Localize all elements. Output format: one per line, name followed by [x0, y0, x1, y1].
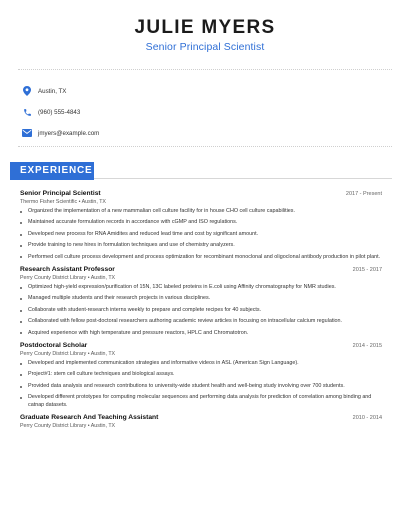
- job-employer: Perry County District Library • Austin, TX: [20, 423, 116, 430]
- job-bullet: Developed new process for RNA Amidites and reduced lead time and cost by significant amount.: [20, 231, 382, 238]
- job-bullets: [20, 208, 382, 261]
- job-bullet: Organized the implementation of a new mammalian cell culture facility for in house CHO cell culture capabilities.: [20, 208, 382, 215]
- job-dates: 2014 - 2015: [352, 343, 382, 350]
- job-company: Thermo Fisher Scientific: [20, 199, 78, 205]
- job-bullet: Managed multiple students and their research projects in various disciplines.: [20, 295, 382, 302]
- job-entry: [20, 414, 382, 429]
- email-icon: [22, 128, 32, 138]
- job-bullets: [20, 284, 382, 337]
- job-bullet: Provided data analysis and research contributions to university-wide student health and well-being study involving over 700 students.: [20, 383, 382, 390]
- contact-list: [22, 82, 99, 145]
- job-employer: Thermo Fisher Scientific • Austin, TX: [20, 199, 106, 205]
- experience-section-heading: EXPERIENCE: [10, 162, 94, 180]
- job-bullet: Collaborated with fellow post-doctoral researchers authoring academic review articles in focusing on intracellular calcium regulation.: [20, 318, 382, 325]
- job-entry: [20, 342, 382, 409]
- job-bullet: Optimized high-yield expression/purification of 15N, 13C labeled proteins in E.coli using Affinity chromatography for NMR studies.: [20, 284, 382, 291]
- job-bullet: Collaborate with student-research interns weekly to prepare and complete recipes for 40 subjects.: [20, 307, 382, 314]
- phone-icon: [22, 107, 32, 117]
- job-company: Perry County District Library: [20, 351, 87, 358]
- job-entry: [20, 190, 382, 261]
- contact-item-phone: [22, 103, 99, 121]
- job-dates: 2015 - 2017: [352, 267, 382, 274]
- job-company: Perry County District Library: [20, 275, 87, 282]
- contact-item-email: [22, 124, 99, 142]
- experience-list: [20, 190, 382, 434]
- job-employer: Perry County District Library • Austin, TX: [20, 351, 116, 358]
- job-employer: Perry County District Library • Austin, TX: [20, 275, 116, 282]
- job-title: Senior Principal Scientist: [20, 190, 101, 197]
- job-bullets: [20, 360, 382, 409]
- job-bullet: Provide training to new hires in formulation techniques and use of chemistry analyzers.: [20, 242, 382, 249]
- job-bullet: Maintained accurate formulation records in accordance with cGMP and ISO regulations.: [20, 219, 382, 226]
- job-bullet: Developed different prototypes for computing molecular sequences and performing data analysis for prediction of correlation among binding and catnap datasets.: [20, 394, 382, 409]
- header-divider: [18, 69, 392, 70]
- job-bullet: Acquired experience with high temperature and pressure reactors, HPLC and Chromatotron.: [20, 330, 382, 337]
- contact-item-location: [22, 82, 99, 100]
- contact-phone-text: (960) 555-4843: [38, 108, 81, 116]
- contact-divider: [18, 146, 392, 147]
- job-location: Austin, TX: [90, 351, 116, 358]
- job-location: Austin, TX: [81, 199, 106, 205]
- job-bullet: Performed cell culture process development and process optimization for recombinant monoclonal and oligoclonal antibody production in pilot plant.: [20, 254, 382, 261]
- contact-location-text: Austin, TX: [38, 87, 67, 95]
- job-title: Graduate Research And Teaching Assistant: [20, 414, 159, 422]
- job-company: Perry County District Library: [20, 423, 87, 430]
- job-bullet: Developed and implemented communication strategies and informative videos in ASL (American Sign Language).: [20, 360, 382, 367]
- location-icon: [22, 86, 32, 96]
- experience-section-rule: [94, 178, 392, 179]
- job-bullet: Project#1: stem cell culture techniques and biological assays.: [20, 371, 382, 378]
- job-title: Postdoctoral Scholar: [20, 342, 88, 350]
- contact-email-text: jmyers@example.com: [38, 129, 100, 137]
- candidate-name: JULIE MYERS: [134, 17, 276, 38]
- candidate-title: Senior Principal Scientist: [145, 41, 265, 53]
- job-location: Austin, TX: [90, 275, 116, 282]
- job-dates: 2017 - Present: [345, 191, 382, 197]
- job-location: Austin, TX: [90, 423, 116, 430]
- job-dates: 2010 - 2014: [352, 415, 382, 422]
- job-entry: [20, 266, 382, 337]
- job-title: Research Assistant Professor: [20, 266, 115, 274]
